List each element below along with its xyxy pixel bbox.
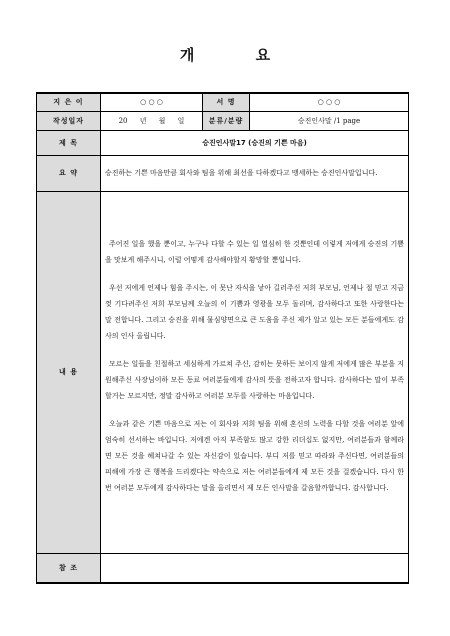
author-label: 지 은 이 (37, 93, 101, 111)
date-value: 20 년 월 일 (101, 111, 203, 130)
content-paragraph-4: 오늘과 같은 기쁜 마음으로 저는 이 회사와 저희 팀을 위해 혼신의 노력을 다할 것을 여러분 앞에 엄숙히 선서하는 바입니다. 저에겐 아직 부족함도 많고 강한 리더십도 없지만, 여러분들과 함께라면 모든 것을 헤쳐나갈 수 있는 자신감이 있습니다. 부디 저를 믿고 따라와 주신다면, 여러분들의 피해에 가장 큰 행복을 드리겠다는 약속으로 저는 여러분들에게 제 모든 것을 걸겠습니다. 다시 한 번 여러분 모두에게 감사하다는 말을 올리면서 제 모든 인사말을 갈음할까합니다. 감사합니다. (105, 420, 404, 492)
author-value: ○ ○ ○ (101, 93, 203, 111)
subject-value: 승진인사말17 (승진의 기쁜 마음) (101, 130, 409, 155)
content-paragraph-2: 우선 저에게 언제나 힘을 주시는, 이 못난 자식을 낳아 길러주신 저희 부모님, 언제나 절 믿고 지금껏 기다려주신 저희 부모님께 오늘의 이 기쁨과 영광을 모두 돌리며, 감사하다고 또한 사랑한다는 말 전합니다. 그리고 승진을 위해 물심양면으로 큰 도움을 주신 제가 알고 있는 모든 분들에게도 감사의 인사 올립니다. (105, 284, 404, 340)
content-body (101, 191, 409, 553)
content-paragraph-3: 모르는 일들을 친절하고 세심하게 가르쳐 주신, 감히는 못하든 보이지 않게 저에게 많은 부분을 지원해주신 사장님이하 모든 동료 여러분들에게 감사의 뜻을 전하고자 합니다. 감사하다는 말이 부족할거는 모르지만, 정말 감사하고 여러분 모두를 사랑하는 마음입니다. (105, 360, 404, 400)
date-label: 작성일자 (37, 111, 101, 130)
reference-value (101, 553, 409, 583)
document-title: 개 요 (179, 46, 299, 64)
reference-row (37, 553, 409, 583)
content-paragraph-1: 주어진 일을 했을 뿐이고, 누구나 다할 수 있는 일 열심히 한 것뿐인데 이렇게 저에게 승진의 기쁨을 맛보게 해주시니, 이럴 어떻게 감사해야할지 황망할 뿐입니다. (105, 240, 404, 264)
author-row (37, 93, 409, 111)
content-label: 내 용 (37, 191, 101, 553)
reference-label: 참 조 (37, 553, 101, 583)
content-row (37, 191, 409, 553)
date-row (37, 111, 409, 130)
signature-label: 서 명 (203, 93, 250, 111)
summary-value: 승진하는 기쁜 마음만큼 회사와 팀을 위해 최선을 다하겠다고 맹세하는 승진인사말입니다. (101, 155, 409, 191)
category-label: 분류/분량 (203, 111, 250, 130)
summary-row (37, 155, 409, 191)
summary-label: 요 약 (37, 155, 101, 191)
subject-row (37, 130, 409, 155)
overview-form-table (36, 92, 409, 584)
category-value: 승진인사말 /1 page (250, 111, 409, 130)
signature-value: ○ ○ ○ (250, 93, 409, 111)
subject-label: 제 목 (37, 130, 101, 155)
